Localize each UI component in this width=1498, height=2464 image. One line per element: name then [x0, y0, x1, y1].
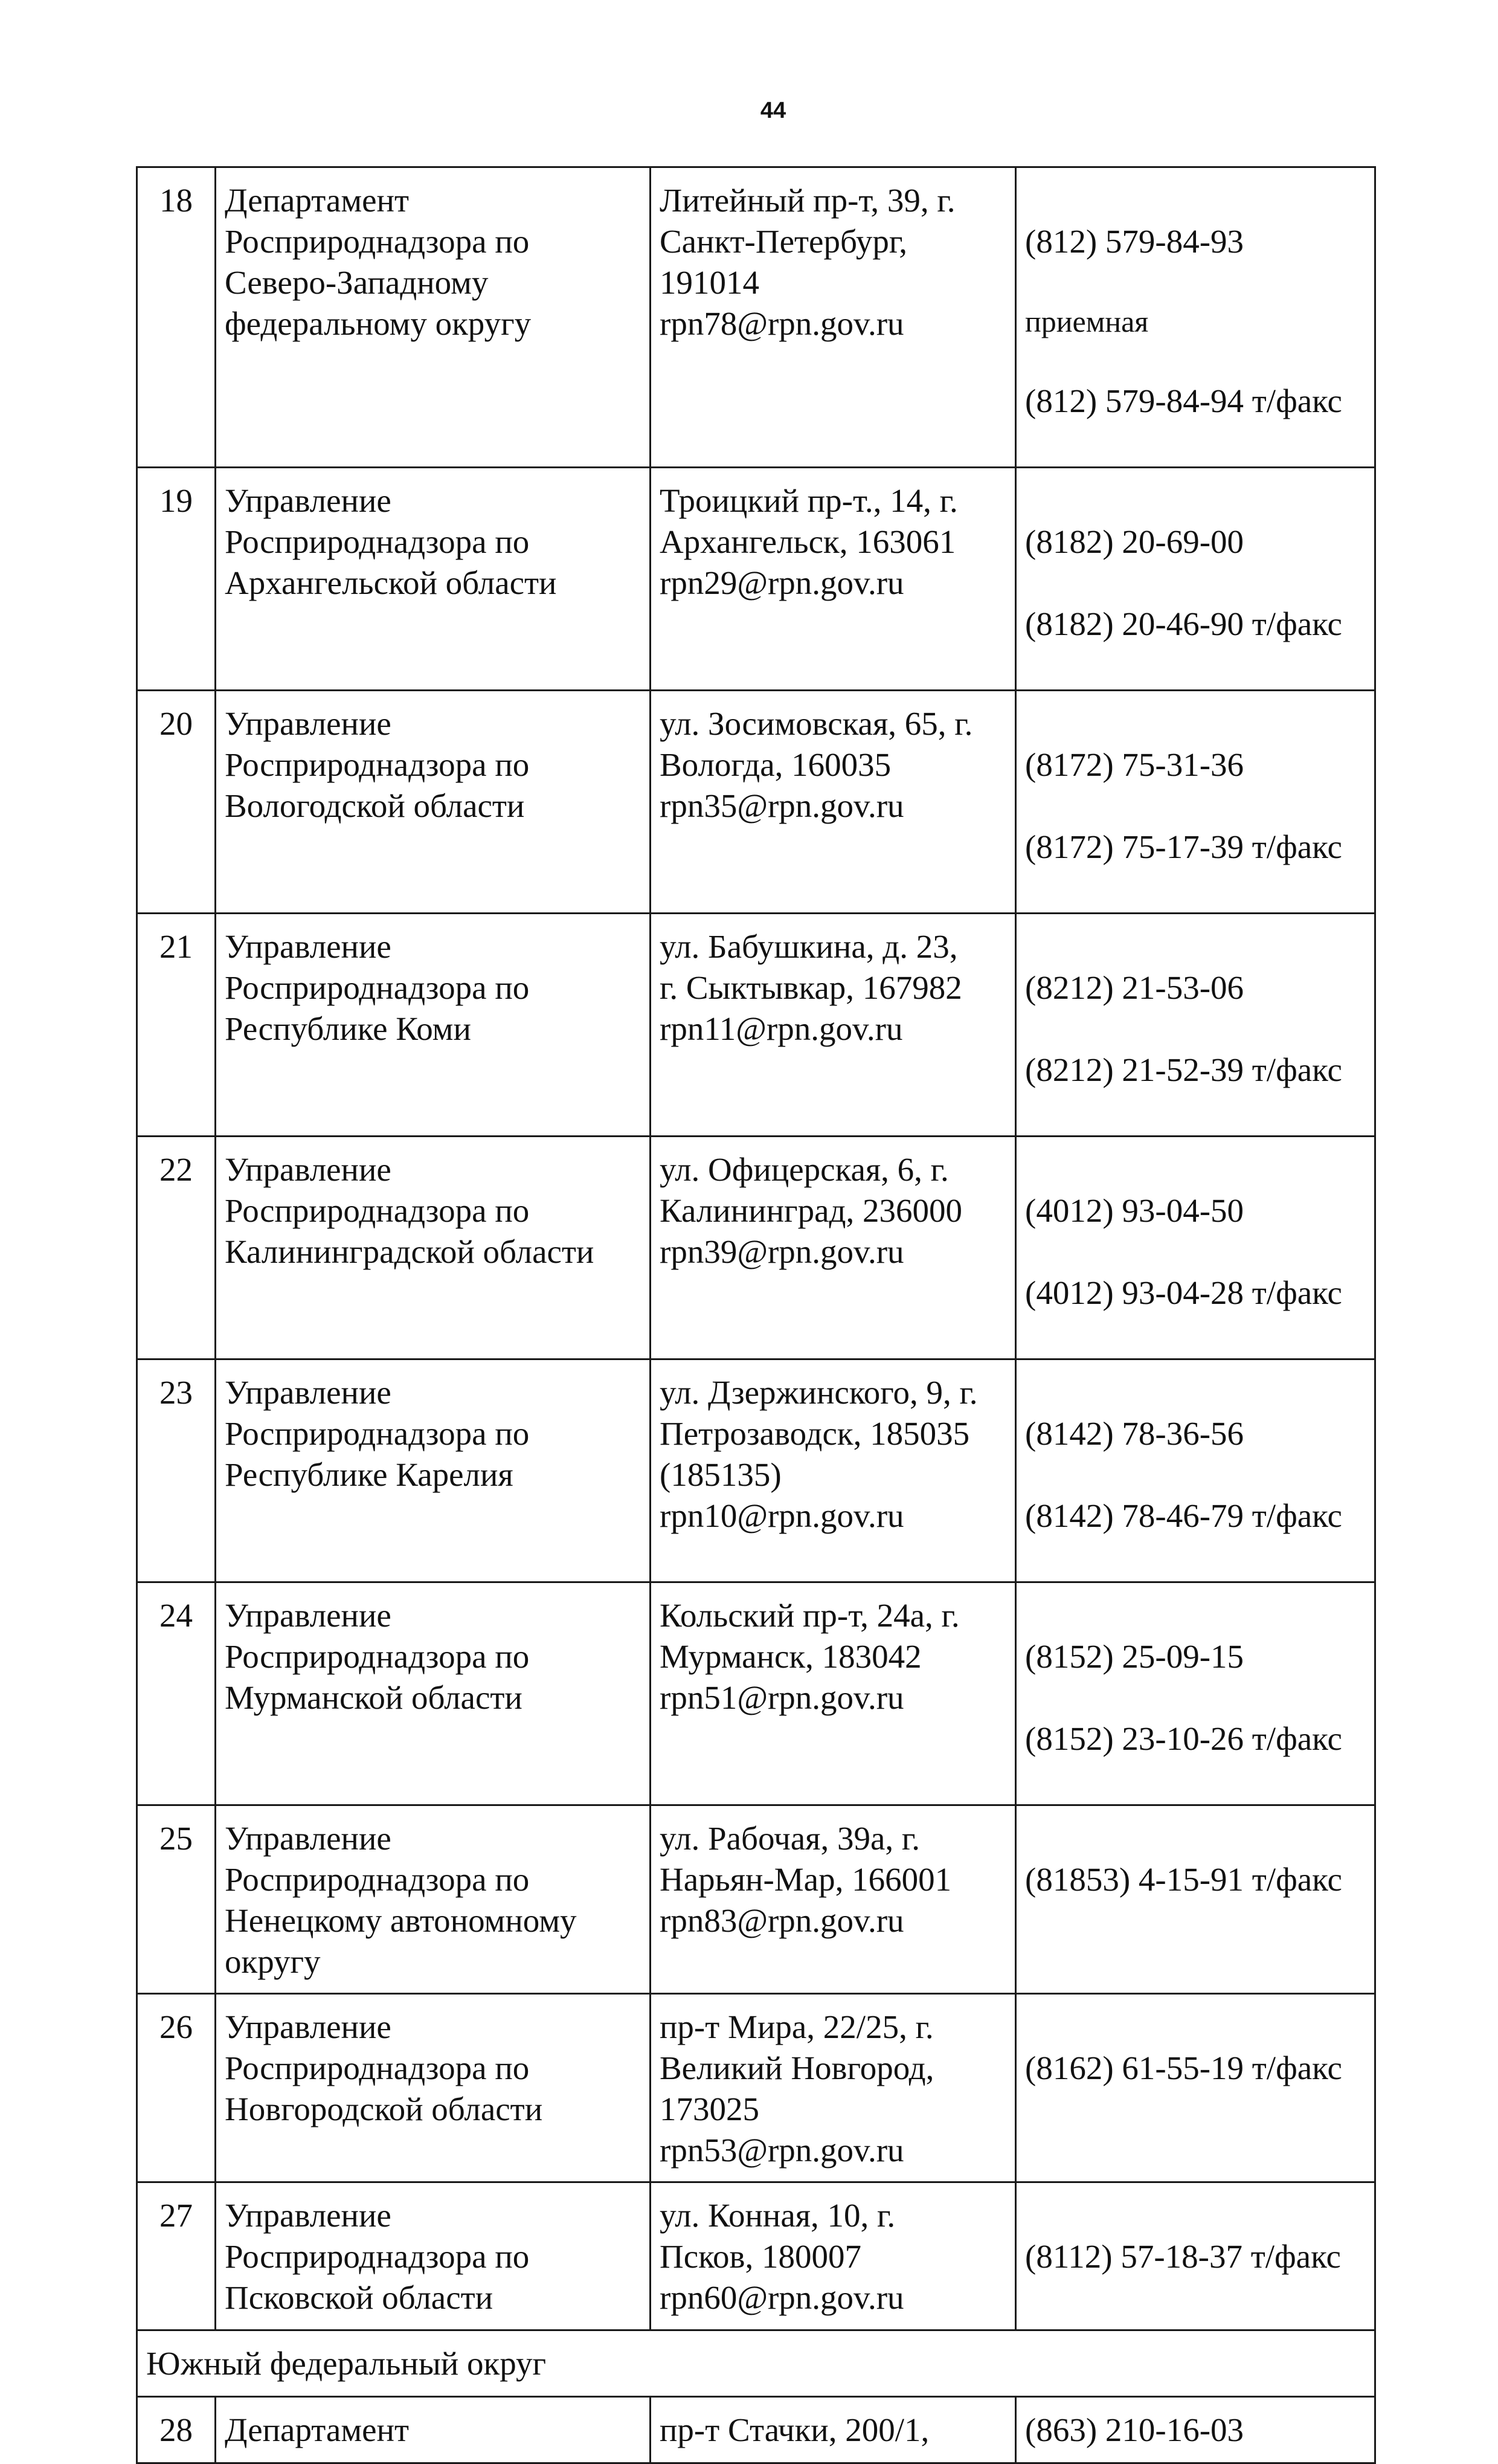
fax-line: (8212) 21-52-39 т/факс [1025, 1051, 1342, 1088]
row-number: 28 [137, 2397, 216, 2463]
organization-cell: Управление Росприроднадзора по Архангельской области [216, 468, 651, 691]
fax-line: (8112) 57-18-37 т/факс [1025, 2238, 1341, 2275]
organization-cell: Управление Росприроднадзора по Псковской области [216, 2182, 651, 2330]
address-cell: Литейный пр-т, 39, г. Санкт-Петербург, 191014 rpn78@rpn.gov.ru [651, 167, 1016, 468]
fax-line: (8182) 20-46-90 т/факс [1025, 605, 1342, 642]
row-number: 23 [137, 1359, 216, 1582]
fax-line: (81853) 4-15-91 т/факс [1025, 1861, 1342, 1898]
fax-line: (812) 579-84-94 т/факс [1025, 382, 1342, 419]
section-row [137, 2330, 1375, 2397]
phone-line: (8212) 21-53-06 [1025, 969, 1244, 1006]
phone-cell [1016, 1805, 1375, 1994]
phone-cell [1016, 2182, 1375, 2330]
organization-cell: Департамент [216, 2397, 651, 2463]
address-cell: пр-т Мира, 22/25, г. Великий Новгород, 173025 rpn53@rpn.gov.ru [651, 1994, 1016, 2182]
phone-cell [1016, 468, 1375, 691]
row-number: 24 [137, 1582, 216, 1805]
address-cell: ул. Офицерская, 6, г. Калининград, 236000 rpn39@rpn.gov.ru [651, 1137, 1016, 1359]
phone-cell [1016, 691, 1375, 914]
phone-line: (8142) 78-36-56 [1025, 1415, 1244, 1452]
address-cell: ул. Дзержинского, 9, г. Петрозаводск, 185035 (185135) rpn10@rpn.gov.ru [651, 1359, 1016, 1582]
table-row [137, 691, 1375, 914]
organization-cell: Управление Росприроднадзора по Ненецкому автономному округу [216, 1805, 651, 1994]
page-number: 44 [760, 98, 786, 123]
phone-cell: (863) 210-16-03 [1016, 2397, 1375, 2463]
agency-contacts-table [136, 166, 1376, 2464]
organization-cell: Управление Росприроднадзора по Мурманской области [216, 1582, 651, 1805]
row-number: 19 [137, 468, 216, 691]
phone-line: (8152) 25-09-15 [1025, 1638, 1244, 1675]
fax-line: (4012) 93-04-28 т/факс [1025, 1274, 1342, 1311]
organization-cell: Управление Росприроднадзора по Калининградской области [216, 1137, 651, 1359]
table-row [137, 1805, 1375, 1994]
address-cell: пр-т Стачки, 200/1, [651, 2397, 1016, 2463]
table-row [137, 468, 1375, 691]
organization-cell: Управление Росприроднадзора по Республике Коми [216, 914, 651, 1137]
fax-line: (8162) 61-55-19 т/факс [1025, 2050, 1342, 2086]
phone-cell [1016, 167, 1375, 468]
organization-cell: Департамент Росприроднадзора по Северо-Западному федеральному округу [216, 167, 651, 468]
table-row [137, 1359, 1375, 1582]
phone-cell [1016, 1582, 1375, 1805]
phone-line: (8182) 20-69-00 [1025, 523, 1244, 560]
row-number: 27 [137, 2182, 216, 2330]
row-number: 25 [137, 1805, 216, 1994]
row-number: 20 [137, 691, 216, 914]
phone-cell [1016, 914, 1375, 1137]
row-number: 22 [137, 1137, 216, 1359]
fax-line: (8172) 75-17-39 т/факс [1025, 828, 1342, 865]
table-row [137, 914, 1375, 1137]
organization-cell: Управление Росприроднадзора по Вологодской области [216, 691, 651, 914]
table-row [137, 2397, 1375, 2463]
phone-cell [1016, 1994, 1375, 2182]
address-cell: ул. Зосимовская, 65, г. Вологда, 160035 rpn35@rpn.gov.ru [651, 691, 1016, 914]
section-heading-south: Южный федеральный округ [137, 2330, 1375, 2397]
phone-cell [1016, 1137, 1375, 1359]
address-cell: Кольский пр-т, 24а, г. Мурманск, 183042 rpn51@rpn.gov.ru [651, 1582, 1016, 1805]
address-cell: Троицкий пр-т., 14, г. Архангельск, 163061 rpn29@rpn.gov.ru [651, 468, 1016, 691]
table-row [137, 1582, 1375, 1805]
address-cell: ул. Бабушкина, д. 23, г. Сыктывкар, 167982 rpn11@rpn.gov.ru [651, 914, 1016, 1137]
fax-line: (8142) 78-46-79 т/факс [1025, 1497, 1342, 1534]
row-number: 26 [137, 1994, 216, 2182]
address-cell: ул. Рабочая, 39а, г. Нарьян-Мар, 166001 rpn83@rpn.gov.ru [651, 1805, 1016, 1994]
organization-cell: Управление Росприроднадзора по Новгородской области [216, 1994, 651, 2182]
row-number: 18 [137, 167, 216, 468]
table-row [137, 1137, 1375, 1359]
phone-line: (812) 579-84-93 [1025, 223, 1244, 260]
phone-cell [1016, 1359, 1375, 1582]
organization-cell: Управление Росприроднадзора по Республике Карелия [216, 1359, 651, 1582]
table-row [137, 2182, 1375, 2330]
phone-line: (8172) 75-31-36 [1025, 746, 1244, 783]
address-cell: ул. Конная, 10, г. Псков, 180007 rpn60@rpn.gov.ru [651, 2182, 1016, 2330]
fax-line: (8152) 23-10-26 т/факс [1025, 1720, 1342, 1757]
phone-line: (4012) 93-04-50 [1025, 1192, 1244, 1229]
phone-note: приемная [1025, 305, 1149, 338]
row-number: 21 [137, 914, 216, 1137]
table-row [137, 167, 1375, 468]
table-row [137, 1994, 1375, 2182]
